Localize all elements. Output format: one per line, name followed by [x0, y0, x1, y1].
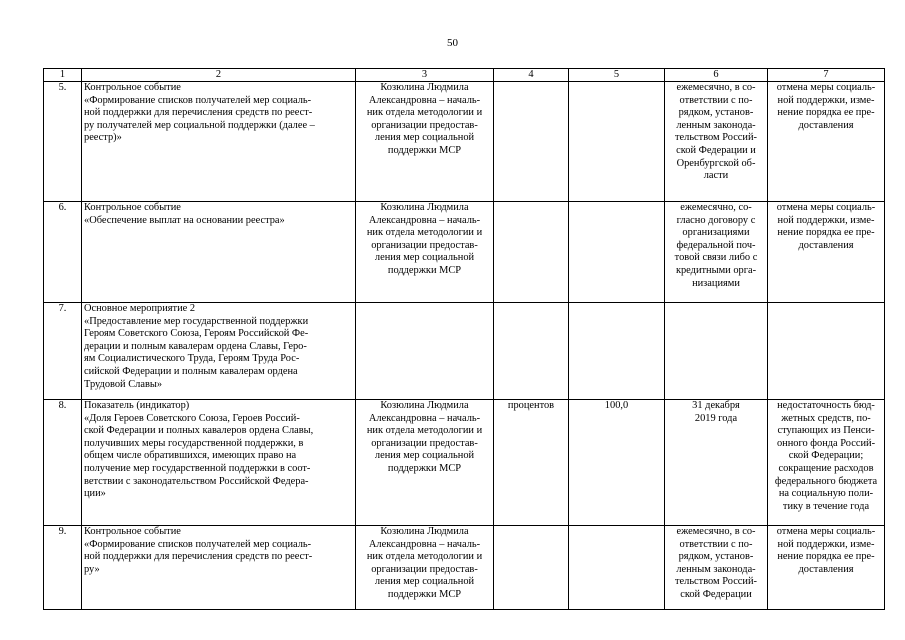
- cell-text-line: ции»: [84, 488, 106, 500]
- cell-text-line: организации предостав-: [371, 563, 478, 575]
- column-number-row: [44, 69, 885, 82]
- cell-text-line: ник отдела методологии и: [366, 227, 483, 239]
- cell-text-line: недостаточность бюд-: [777, 400, 875, 411]
- cell-text-line: Контрольное событие: [84, 202, 181, 213]
- deadline-cell: [665, 303, 768, 400]
- cell-text-line: Козюлина Людмила: [380, 400, 469, 411]
- cell-text-line: реестр)»: [84, 132, 122, 144]
- cell-text-line: ленным законода-: [676, 563, 756, 575]
- cell-text-line: «Доля Героев Советского Союза, Героев Россий-: [84, 412, 300, 424]
- cell-text-line: Показатель (индикатор): [84, 400, 190, 411]
- table-row: [44, 400, 885, 526]
- cell-text-line: доставления: [798, 563, 854, 575]
- cell-text-line: ру»: [84, 563, 100, 575]
- cell-text-line: рядком, установ-: [678, 107, 754, 119]
- cell-text-line: получивших меры государственной поддержки, в: [84, 437, 304, 449]
- cell-text-line: ленным законода-: [676, 119, 756, 131]
- cell-text-line: ской Федерации: [680, 588, 752, 600]
- column-number: 1: [44, 69, 82, 82]
- cell-text-line: онного фонда Россий-: [776, 437, 876, 449]
- page-number: 50: [447, 37, 458, 49]
- column-number: 3: [356, 69, 494, 82]
- deadline-cell: [665, 202, 768, 303]
- cell-text-line: ям Социалистического Труда, Героям Труда Рос-: [84, 353, 300, 365]
- cell-text-line: Контрольное событие: [84, 82, 181, 93]
- cell-text-line: ления мер социальной: [374, 576, 475, 588]
- row-number-cell: 5.: [44, 82, 82, 202]
- table-row: [44, 82, 885, 202]
- target-value-cell: [569, 303, 665, 400]
- cell-text-line: «Формирование списков получателей мер социаль-: [84, 538, 312, 550]
- cell-text-line: ной поддержки, изме-: [777, 214, 875, 226]
- row-number-cell: 8.: [44, 400, 82, 526]
- event-name-cell: [82, 82, 356, 202]
- target-value-cell: [569, 82, 665, 202]
- cell-text-line: ступающих из Пенси-: [777, 425, 875, 437]
- cell-text-line: ной поддержки для перечисления средств по реест-: [84, 107, 313, 119]
- cell-text-line: ежемесячно, в со-: [676, 82, 756, 93]
- cell-text-line: ласти: [703, 170, 729, 182]
- row-number-cell: 7.: [44, 303, 82, 400]
- cell-text-line: ник отдела методологии и: [366, 425, 483, 437]
- cell-text-line: кредитными орга-: [675, 264, 757, 276]
- program-table: [43, 68, 885, 610]
- cell-text-line: федерального бюджета: [774, 475, 878, 487]
- cell-text-line: ежемесячно, в со-: [676, 526, 756, 537]
- responsible-cell: [356, 526, 494, 610]
- event-name-cell: [82, 303, 356, 400]
- cell-text-line: ской Федерации и: [676, 144, 756, 156]
- cell-text-line: ской Федерации и полных кавалеров ордена Славы,: [84, 425, 314, 437]
- cell-text-line: 31 декабря: [692, 400, 740, 411]
- cell-text-line: товой связи либо с: [674, 252, 758, 264]
- cell-text-line: федеральной поч-: [676, 239, 756, 251]
- unit-cell: [494, 202, 569, 303]
- cell-text-line: 2019 года: [694, 412, 738, 424]
- cell-text-line: ной поддержки, изме-: [777, 94, 875, 106]
- unit-cell: [494, 526, 569, 610]
- consequences-cell: [768, 400, 885, 526]
- table-row: [44, 526, 885, 610]
- cell-text-line: Александровна – началь-: [368, 214, 481, 226]
- cell-text-line: тельством Россий-: [674, 576, 757, 588]
- responsible-cell: [356, 202, 494, 303]
- target-value-cell: [569, 202, 665, 303]
- table-row: [44, 202, 885, 303]
- unit-cell: процентов: [494, 400, 569, 526]
- cell-text-line: рядком, установ-: [678, 551, 754, 563]
- cell-text-line: Александровна – началь-: [368, 94, 481, 106]
- cell-text-line: ветствии с законодательством Российской Федера-: [84, 475, 309, 487]
- column-number: 7: [768, 69, 885, 82]
- unit-cell: [494, 82, 569, 202]
- column-number: 6: [665, 69, 768, 82]
- cell-text-line: ной поддержки, изме-: [777, 538, 875, 550]
- event-name-cell: [82, 400, 356, 526]
- cell-text-line: ник отдела методологии и: [366, 551, 483, 563]
- column-number: 4: [494, 69, 569, 82]
- cell-text-line: Трудовой Славы»: [84, 378, 163, 390]
- cell-text-line: тику в течение года: [782, 500, 870, 512]
- cell-text-line: Козюлина Людмила: [380, 82, 469, 93]
- cell-text-line: Александровна – началь-: [368, 412, 481, 424]
- row-number-cell: 9.: [44, 526, 82, 610]
- target-value-cell: [569, 526, 665, 610]
- cell-text-line: сокращение расходов: [778, 462, 874, 474]
- cell-text-line: организациями: [682, 227, 750, 239]
- cell-text-line: «Формирование списков получателей мер социаль-: [84, 94, 312, 106]
- deadline-cell: [665, 400, 768, 526]
- unit-cell: [494, 303, 569, 400]
- cell-text-line: организации предостав-: [371, 437, 478, 449]
- cell-text-line: «Предоставление мер государственной поддержки: [84, 315, 309, 327]
- cell-text-line: отмена меры социаль-: [776, 82, 876, 93]
- cell-text-line: Козюлина Людмила: [380, 526, 469, 537]
- consequences-cell: [768, 526, 885, 610]
- cell-text-line: нение порядка ее пре-: [777, 551, 875, 563]
- cell-text-line: ответствии с по-: [679, 538, 753, 550]
- event-name-cell: [82, 202, 356, 303]
- cell-text-line: Основное мероприятие 2: [84, 303, 196, 314]
- column-number: 2: [82, 69, 356, 82]
- consequences-cell: [768, 202, 885, 303]
- cell-text-line: гласно договору с: [676, 214, 756, 226]
- cell-text-line: ления мер социальной: [374, 450, 475, 462]
- cell-text-line: нение порядка ее пре-: [777, 107, 875, 119]
- cell-text-line: Александровна – началь-: [368, 538, 481, 550]
- cell-text-line: общем числе обратившихся, имеющих право на: [84, 450, 297, 462]
- cell-text-line: «Обеспечение выплат на основании реестра»: [84, 214, 285, 226]
- cell-text-line: ответствии с по-: [679, 94, 753, 106]
- cell-text-line: получение мер государственной поддержки в соот-: [84, 462, 311, 474]
- cell-text-line: Героям Советского Союза, Героям Российской Фе-: [84, 328, 309, 340]
- deadline-cell: [665, 526, 768, 610]
- responsible-cell: [356, 303, 494, 400]
- target-value-cell: 100,0: [569, 400, 665, 526]
- cell-text-line: на социальную поли-: [778, 488, 874, 500]
- consequences-cell: [768, 82, 885, 202]
- table-row: [44, 303, 885, 400]
- cell-text-line: Контрольное событие: [84, 526, 181, 537]
- consequences-cell: [768, 303, 885, 400]
- row-number-cell: 6.: [44, 202, 82, 303]
- cell-text-line: организации предостав-: [371, 239, 478, 251]
- cell-text-line: ежемесячно, со-: [680, 202, 752, 213]
- cell-text-line: поддержки МСР: [387, 462, 462, 474]
- deadline-cell: [665, 82, 768, 202]
- cell-text-line: отмена меры социаль-: [776, 526, 876, 537]
- cell-text-line: ру получателей мер социальной поддержки (далее –: [84, 119, 315, 131]
- responsible-cell: [356, 82, 494, 202]
- cell-text-line: дерации и полным кавалерам ордена Славы, Геро-: [84, 340, 307, 352]
- cell-text-line: доставления: [798, 239, 854, 251]
- cell-text-line: организации предостав-: [371, 119, 478, 131]
- cell-text-line: низациями: [692, 277, 740, 289]
- cell-text-line: тельством Россий-: [674, 132, 757, 144]
- cell-text-line: ской Федерации;: [788, 450, 864, 462]
- cell-text-line: доставления: [798, 119, 854, 131]
- cell-text-line: нение порядка ее пре-: [777, 227, 875, 239]
- cell-text-line: Козюлина Людмила: [380, 202, 469, 213]
- cell-text-line: ления мер социальной: [374, 132, 475, 144]
- cell-text-line: сийской Федерации и полным кавалерам ордена: [84, 365, 298, 377]
- cell-text-line: жетных средств, по-: [781, 412, 871, 424]
- cell-text-line: отмена меры социаль-: [776, 202, 876, 213]
- responsible-cell: [356, 400, 494, 526]
- cell-text-line: ной поддержки для перечисления средств по реест-: [84, 551, 313, 563]
- column-number: 5: [569, 69, 665, 82]
- cell-text-line: ления мер социальной: [374, 252, 475, 264]
- cell-text-line: поддержки МСР: [387, 588, 462, 600]
- event-name-cell: [82, 526, 356, 610]
- cell-text-line: поддержки МСР: [387, 144, 462, 156]
- cell-text-line: поддержки МСР: [387, 264, 462, 276]
- cell-text-line: ник отдела методологии и: [366, 107, 483, 119]
- cell-text-line: Оренбургской об-: [676, 157, 756, 169]
